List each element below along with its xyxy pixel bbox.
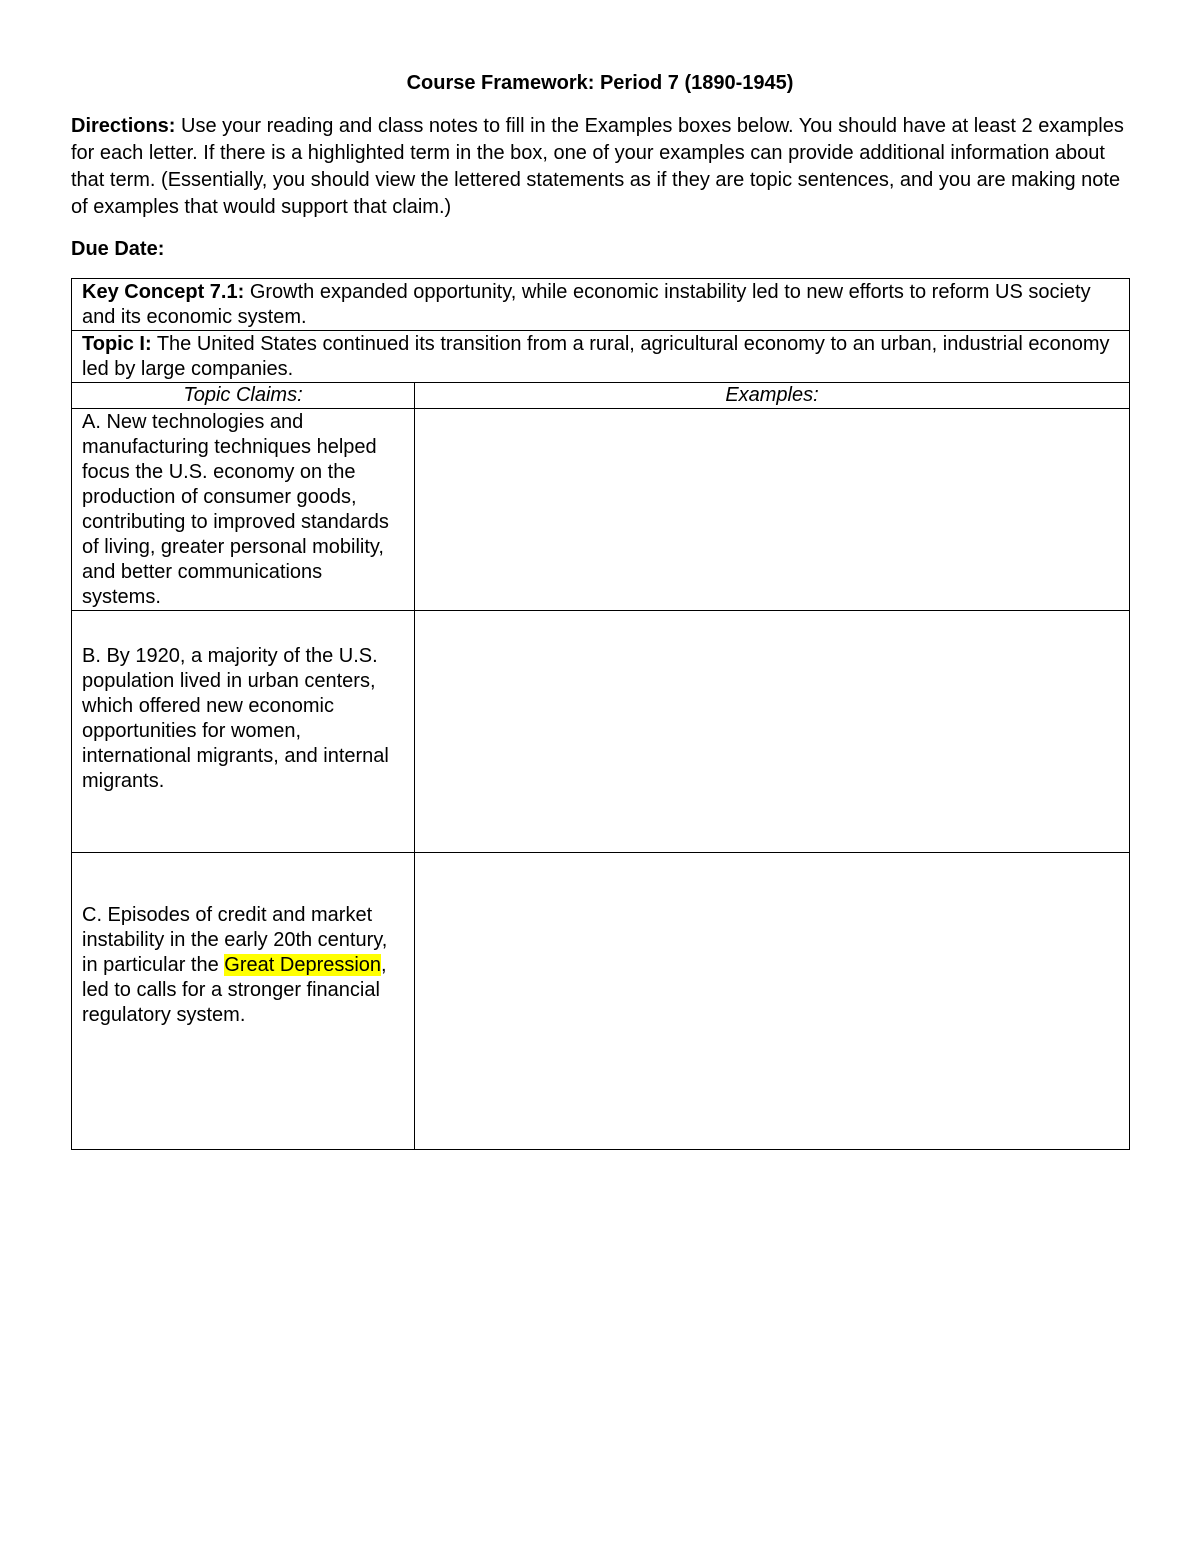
topic-cell (72, 331, 1130, 383)
examples-cell-a[interactable] (415, 409, 1130, 611)
directions-label: Directions: (71, 115, 176, 137)
framework-table (71, 278, 1130, 1150)
table-row (72, 409, 1130, 611)
key-concept-text: Growth expanded opportunity, while economic instability led to new efforts to reform US society and its economic system. (82, 281, 1091, 328)
table-row (72, 611, 1130, 853)
claim-c-text-after: , led to calls for a stronger financial regulatory system. (82, 954, 387, 1026)
claim-cell-c (72, 853, 415, 1150)
due-date-label: Due Date: (71, 238, 165, 260)
key-concept-label: Key Concept 7.1: (82, 281, 245, 303)
topic-text: The United States continued its transition from a rural, agricultural economy to an urban, industrial economy led by large companies. (82, 333, 1110, 380)
claim-cell-a: A. New technologies and manufacturing techniques helped focus the U.S. economy on the production of consumer goods, contributing to improved standards of living, greater personal mobility, and better communications systems. (72, 409, 415, 611)
topic-label: Topic I: (82, 333, 152, 355)
examples-cell-b[interactable] (415, 611, 1130, 853)
key-concept-cell (72, 279, 1130, 331)
claim-c-text-before: C. Episodes of credit and market instability in the early 20th century, in particular the (82, 904, 388, 976)
header-row (72, 383, 1130, 409)
table-row (72, 853, 1130, 1150)
examples-cell-c[interactable] (415, 853, 1130, 1150)
topic-row (72, 331, 1130, 383)
key-concept-row (72, 279, 1130, 331)
directions-paragraph (71, 113, 1131, 221)
claim-cell-b: B. By 1920, a majority of the U.S. population lived in urban centers, which offered new economic opportunities for women, international migrants, and internal migrants. (72, 611, 415, 853)
topic-claims-header: Topic Claims: (72, 383, 415, 409)
directions-text: Use your reading and class notes to fill in the Examples boxes below. You should have at least 2 examples for each letter. If there is a highlighted term in the box, one of your examples can provide additional information about that term. (Essentially, you should view the lettered statements as if they are topic sentences, and you are making note of examples that would support that claim.) (71, 115, 1124, 218)
page-title: Course Framework: Period 7 (1890-1945) (406, 72, 794, 94)
highlighted-term: Great Depression (224, 954, 382, 976)
examples-header: Examples: (415, 383, 1130, 409)
